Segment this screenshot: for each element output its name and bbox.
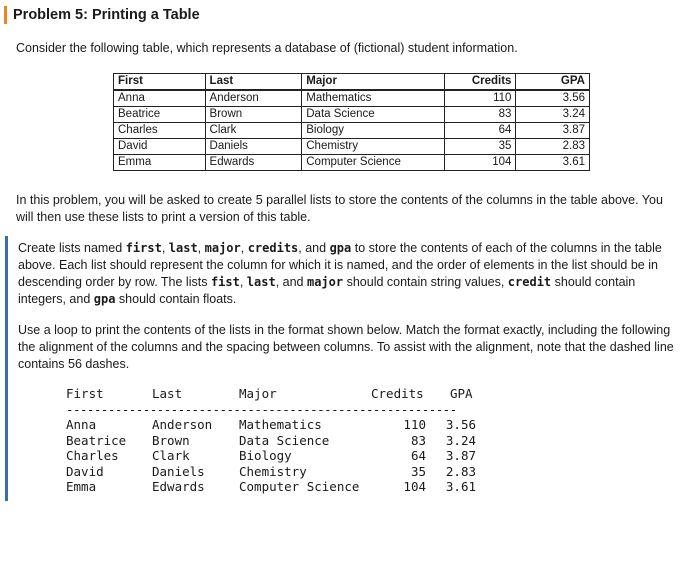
cell-major: Chemistry	[302, 139, 445, 155]
output-last: Clark	[152, 448, 190, 463]
output-last: Edwards	[152, 479, 205, 494]
output-row	[66, 417, 476, 433]
column-header-last: Last	[205, 74, 302, 91]
output-row	[66, 432, 476, 449]
cell-major: Biology	[302, 123, 445, 139]
output-last: Daniels	[152, 463, 205, 479]
cell-first: Anna	[114, 90, 206, 107]
output-gpa: 3.24	[445, 432, 476, 448]
output-credits: 104	[403, 479, 426, 494]
table-row	[114, 139, 590, 155]
output-header-row	[66, 386, 473, 402]
task-print-loop: Use a loop to print the contents of the lists in the format shown below. Match the format exactly, including the following the alignment of the columns and the spacing between columns. To assist with the alignment, note that the dashed line contains 56 dashes.	[18, 323, 674, 371]
output-major: Mathematics	[239, 417, 322, 432]
task1-text: should contain integers, and	[18, 275, 636, 306]
task-section	[5, 236, 685, 501]
output-header-major: Major	[239, 386, 277, 401]
cell-major: Computer Science	[302, 155, 445, 171]
cell-major: Mathematics	[302, 90, 445, 107]
cell-first: Beatrice	[114, 107, 206, 123]
output-first: Beatrice	[66, 432, 127, 448]
cell-credits: 83	[445, 107, 516, 123]
cell-last: Edwards	[205, 155, 302, 171]
cell-credits: 110	[445, 90, 516, 107]
cell-first: Charles	[114, 123, 206, 139]
expected-output	[66, 386, 476, 495]
table-row	[114, 90, 590, 107]
table-row	[114, 155, 590, 171]
output-gpa: 3.61	[445, 479, 476, 494]
cell-last: Clark	[205, 123, 302, 139]
output-major: Computer Science	[239, 479, 360, 494]
column-header-first: First	[114, 74, 206, 91]
cell-credits: 64	[445, 123, 516, 139]
output-first: David	[66, 463, 104, 479]
output-dashed-line: --------------------------------------------------------	[66, 401, 457, 417]
cell-first: Emma	[114, 155, 206, 171]
code-first: first	[125, 241, 162, 255]
code-major: major	[306, 275, 344, 289]
output-row	[66, 463, 476, 480]
output-first: Emma	[66, 479, 97, 494]
output-first: Charles	[66, 448, 119, 463]
task1-sep: ,	[161, 241, 169, 255]
task1-sep: , and	[298, 241, 330, 255]
output-header-last: Last	[152, 386, 183, 401]
task1-text: should contain floats.	[115, 292, 237, 306]
cell-last: Anderson	[205, 90, 302, 107]
output-credits: 35	[410, 463, 426, 479]
output-gpa: 2.83	[445, 463, 476, 479]
task1-sep: ,	[239, 275, 247, 289]
cell-gpa: 3.24	[516, 107, 590, 123]
code-major: major	[204, 241, 241, 255]
output-row	[66, 448, 476, 464]
code-fist: fist	[210, 275, 240, 289]
cell-first: David	[114, 139, 206, 155]
task1-text: Create lists named	[18, 241, 126, 255]
task1-text: to store the contents of each of the columns in the table above. Each list should represent the column for which it is named, and the order of elements in the list should be in descending order by row. The lists	[18, 241, 662, 289]
column-header-credits: Credits	[445, 74, 516, 91]
code-gpa: gpa	[329, 241, 352, 255]
cell-credits: 35	[445, 139, 516, 155]
code-credit: credit	[507, 275, 552, 289]
cell-gpa: 3.61	[516, 155, 590, 171]
output-gpa: 3.56	[445, 417, 476, 432]
problem-title: Problem 5: Printing a Table	[4, 6, 200, 24]
output-first: Anna	[66, 417, 97, 432]
output-major: Biology	[239, 448, 292, 463]
output-row	[66, 479, 476, 495]
output-credits: 64	[410, 448, 426, 463]
output-header-credits: Credits	[371, 386, 424, 401]
code-last: last	[246, 275, 276, 289]
task1-sep: ,	[197, 241, 205, 255]
task-create-lists	[18, 240, 678, 308]
cell-credits: 104	[445, 155, 516, 171]
table-row	[114, 123, 590, 139]
output-last: Anderson	[152, 417, 213, 432]
output-last: Brown	[152, 432, 190, 448]
code-credits: credits	[247, 241, 299, 255]
intro-text: Consider the following table, which represents a database of (fictional) student information.	[16, 41, 518, 55]
output-major: Chemistry	[239, 463, 307, 479]
cell-gpa: 3.87	[516, 123, 590, 139]
code-gpa: gpa	[93, 292, 116, 306]
cell-major: Data Science	[302, 107, 445, 123]
task1-sep: , and	[275, 275, 307, 289]
cell-last: Daniels	[205, 139, 302, 155]
output-header-gpa: GPA	[450, 386, 473, 401]
cell-last: Brown	[205, 107, 302, 123]
student-table	[113, 73, 590, 171]
column-header-gpa: GPA	[516, 74, 590, 91]
output-header-first: First	[66, 386, 104, 401]
code-last: last	[168, 241, 198, 255]
task1-sep: ,	[240, 241, 248, 255]
table-row	[114, 107, 590, 123]
column-header-major: Major	[302, 74, 445, 91]
output-gpa: 3.87	[445, 448, 476, 463]
task1-text: should contain string values,	[343, 275, 508, 289]
output-credits: 83	[410, 432, 426, 448]
table-header-row	[114, 74, 590, 91]
cell-gpa: 2.83	[516, 139, 590, 155]
output-major: Data Science	[239, 432, 330, 448]
problem-description: In this problem, you will be asked to create 5 parallel lists to store the contents of the columns in the table above. You will then use these lists to print a version of this table.	[16, 193, 663, 224]
output-credits: 110	[403, 417, 426, 432]
cell-gpa: 3.56	[516, 90, 590, 107]
